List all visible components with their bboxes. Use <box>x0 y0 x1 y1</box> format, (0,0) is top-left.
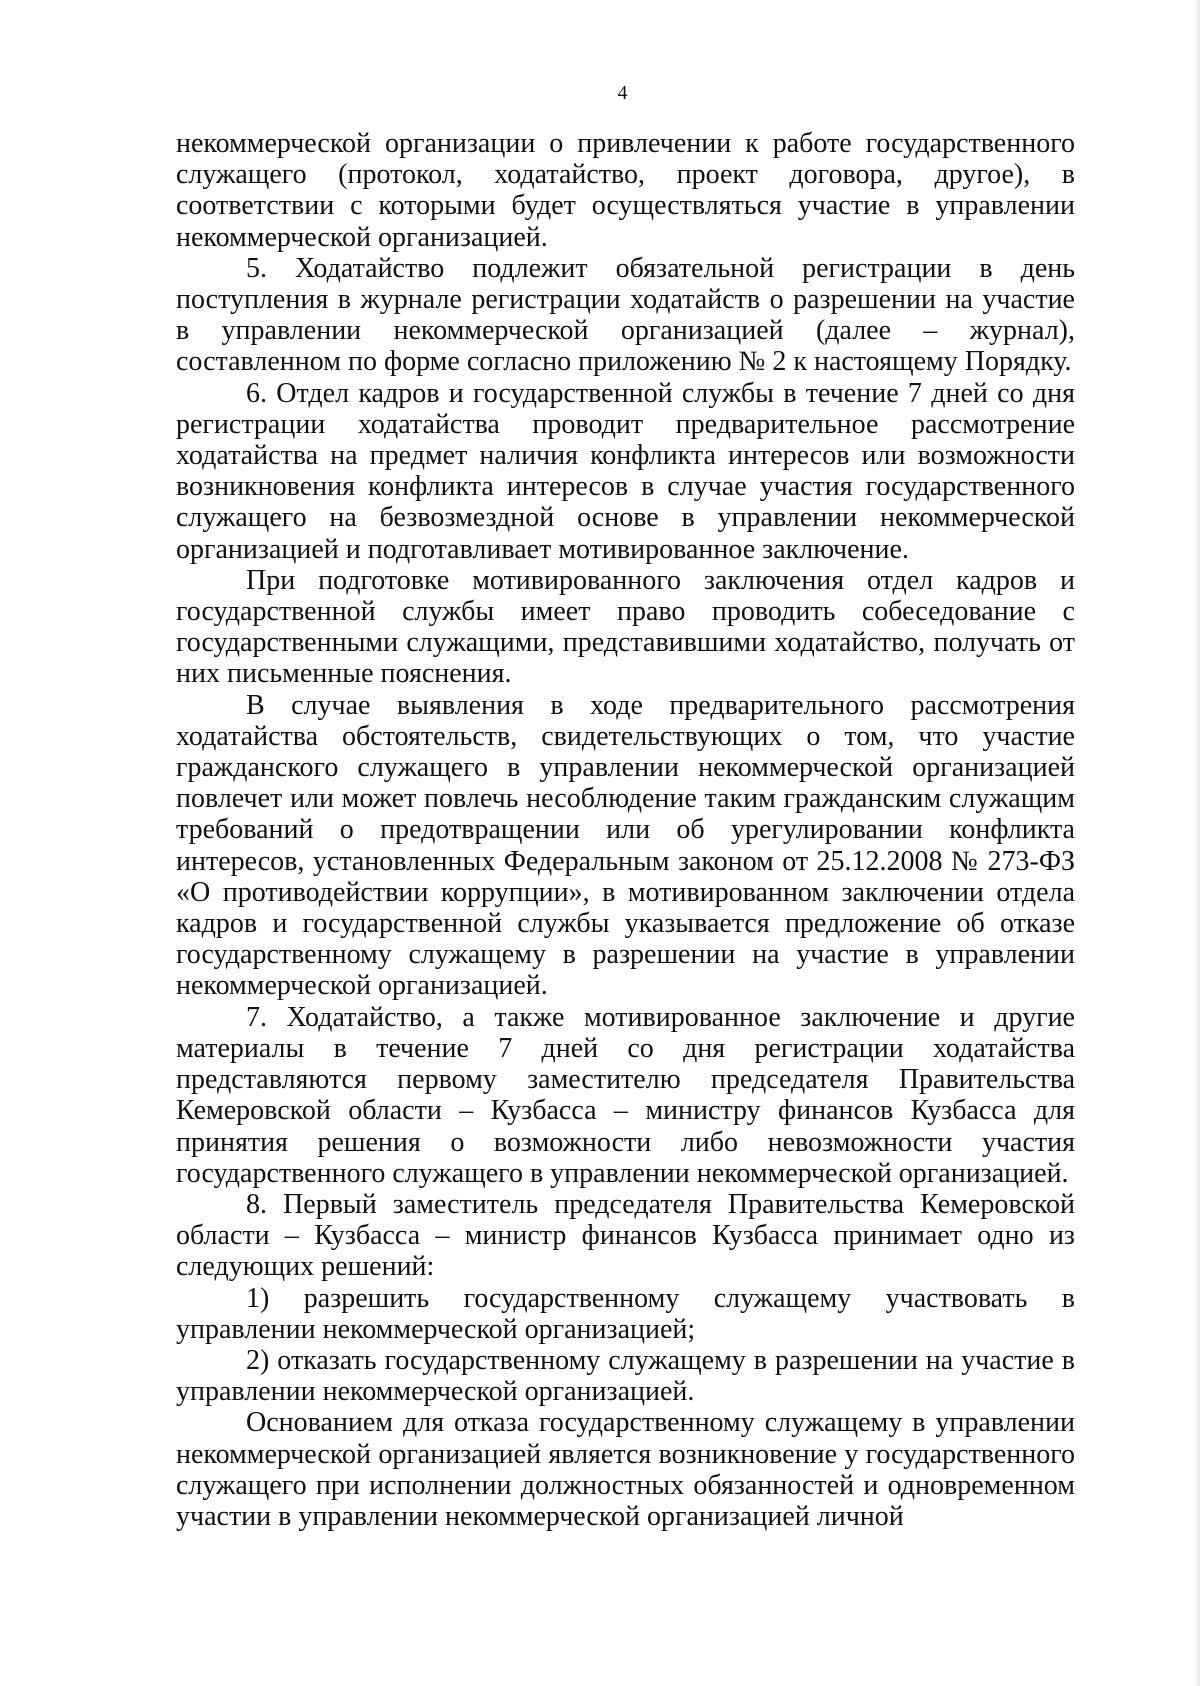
paragraph-refusal-basis: Основанием для отказа государственному служащему в управлении некоммерческой организацией является возникновение у государственного служащего при исполнении должностных обязанностей и одновременном участии в управлении некоммерческой организацией личной <box>176 1407 1075 1532</box>
paragraph-item-5: 5. Ходатайство подлежит обязательной регистрации в день поступления в журнале регистрации ходатайств о разрешении на участие в управлении некоммерческой организацией (далее – журнал), составленном по форме согласно приложению № 2 к настоящему Порядку. <box>176 252 1075 378</box>
scan-edge <box>1194 0 1200 1686</box>
paragraph-item-7: 7. Ходатайство, а также мотивированное заключение и другие материалы в течение 7 дней со дня регистрации ходатайства представляются первому заместителю председателя Правительства Кемеровской области – Кузбасса – министру финансов Кузбасса для принятия решения о возможности либо невозможности участия государственного служащего в управлении некоммерческой организацией. <box>176 1001 1075 1189</box>
paragraph-item-8: 8. Первый заместитель председателя Правительства Кемеровской области – Кузбасса – министр финансов Кузбасса принимает одно из следующих решений: <box>176 1188 1075 1283</box>
paragraph-decision-1: 1) разрешить государственному служащему участвовать в управлении некоммерческой организацией; <box>176 1282 1075 1345</box>
paragraph-continuation: некоммерческой организации о привлечении к работе государственного служащего (протокол, ходатайство, проект договора, другое), в соответствии с которыми будет осуществляться участие в управлении некоммерческой организацией. <box>176 128 1075 253</box>
document-body <box>176 128 1075 1532</box>
paragraph-decision-2: 2) отказать государственному служащему в разрешении на участие в управлении некоммерческой организацией. <box>176 1344 1075 1408</box>
page-number: 4 <box>617 82 628 104</box>
paragraph-interview-right: При подготовке мотивированного заключения отдел кадров и государственной службы имеет право проводить собеседование с государственными служащими, представившими ходатайство, получать от них письменные пояснения. <box>176 564 1075 690</box>
paragraph-item-6: 6. Отдел кадров и государственной службы в течение 7 дней со дня регистрации ходатайства проводит предварительное рассмотрение ходатайства на предмет наличия конфликта интересов или возможности возникновения конфликта интересов в случае участия государственного служащего на безвозмездной основе в управлении некоммерческой организацией и подготавливает мотивированное заключение. <box>176 377 1075 565</box>
paragraph-conflict-case: В случае выявления в ходе предварительного рассмотрения ходатайства обстоятельств, свидетельствующих о том, что участие гражданского служащего в управлении некоммерческой организацией повлечет или может повлечь несоблюдение таким гражданским служащим требований о предотвращении или об урегулировании конфликта интересов, установленных Федеральным законом от 25.12.2008 № 273-ФЗ «О противодействии коррупции», в мотивированном заключении отдела кадров и государственной службы указывается предложение об отказе государственному служащему в разрешении на участие в управлении некоммерческой организацией. <box>176 689 1075 1002</box>
